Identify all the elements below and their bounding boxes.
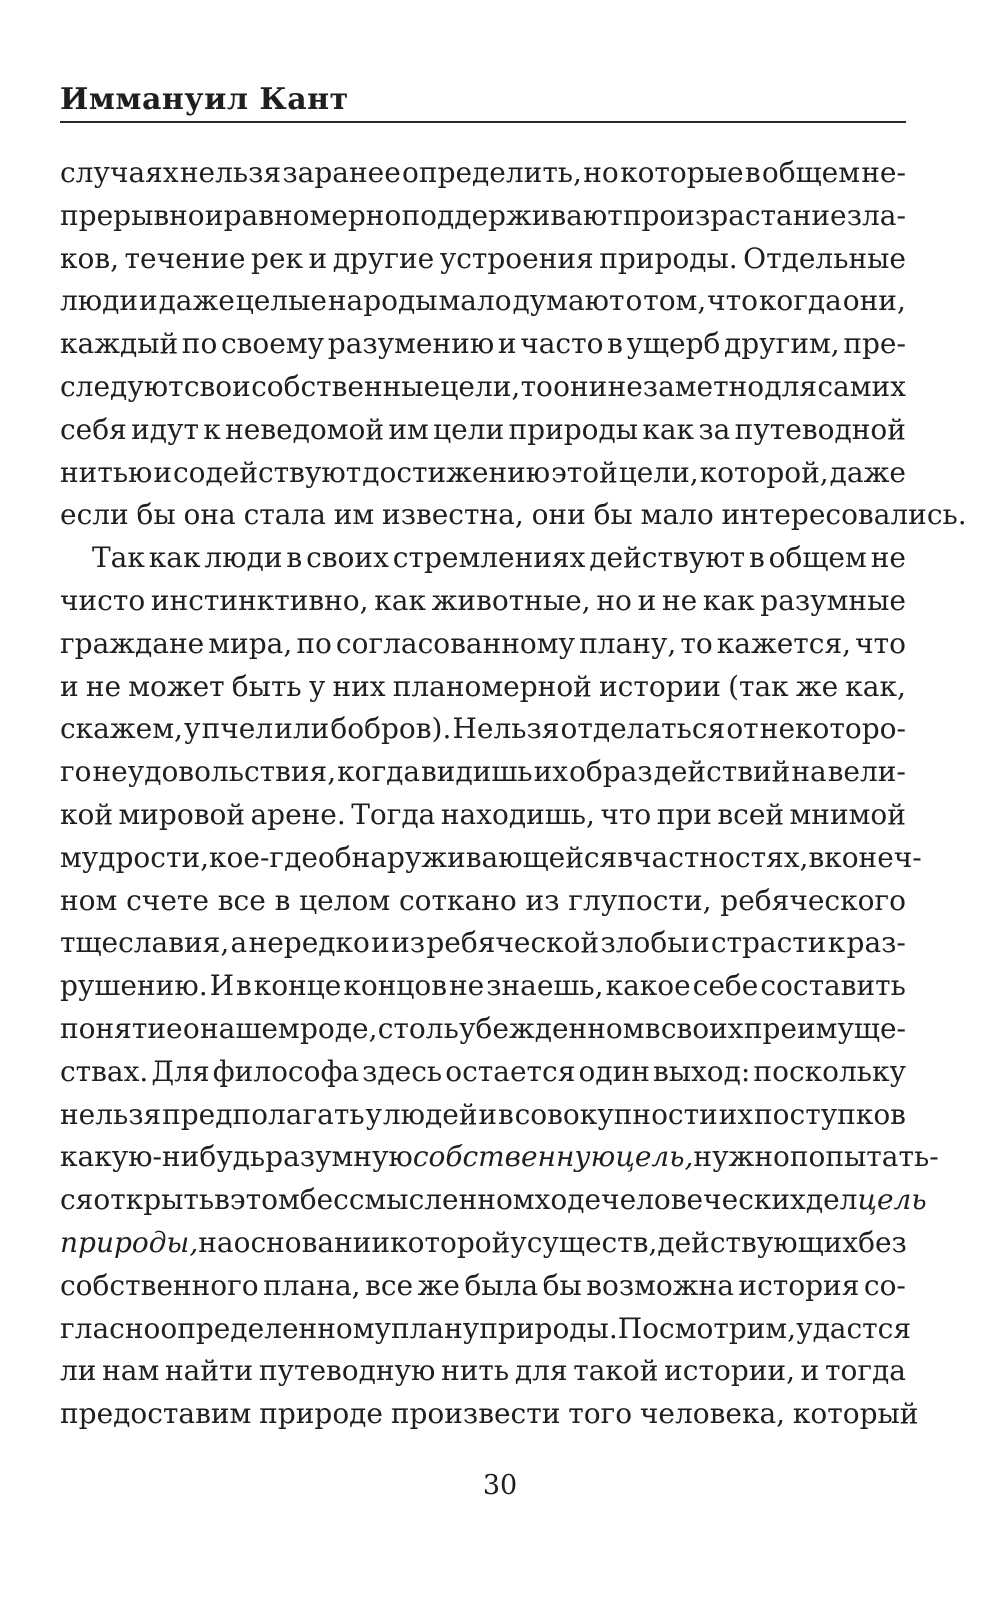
word: здесь	[362, 1054, 443, 1088]
word: человека,	[639, 1397, 786, 1431]
text-line	[60, 1136, 939, 1179]
word: животные,	[431, 583, 591, 617]
word: собственные	[251, 369, 441, 403]
word: и	[497, 327, 517, 361]
text-line	[60, 1051, 906, 1094]
word: себе	[692, 969, 759, 1003]
word: путеводной	[734, 412, 906, 446]
word: том,	[643, 284, 707, 318]
word: на	[198, 1225, 234, 1259]
text-line	[60, 1265, 906, 1308]
word: в	[274, 883, 291, 917]
word: И	[209, 969, 235, 1003]
word: ли	[60, 1354, 97, 1388]
word: поскольку	[753, 1054, 906, 1088]
word: природы.	[479, 1311, 618, 1345]
text-line	[60, 1008, 906, 1051]
word: история	[738, 1268, 860, 1302]
text-line	[60, 922, 906, 965]
text-line	[60, 580, 906, 623]
word: другие	[332, 241, 435, 275]
word: мудрости,	[60, 840, 210, 874]
word: бессмысленном	[299, 1183, 535, 1217]
word: граждане	[60, 626, 205, 660]
text-line	[60, 837, 922, 880]
word: какую-нибудь	[60, 1140, 266, 1174]
word: прерывно	[60, 198, 205, 232]
word: общем	[768, 541, 867, 575]
page-number: 30	[482, 1470, 518, 1501]
word: обнаруживающейся	[317, 840, 618, 874]
word: действуют	[589, 541, 746, 575]
word: не	[85, 669, 122, 703]
word: ущерб	[626, 327, 721, 361]
word: самих	[817, 369, 906, 403]
body-text	[60, 152, 967, 1436]
text-line	[60, 1350, 906, 1393]
word: и	[204, 198, 224, 232]
word: а	[230, 926, 248, 960]
word: образ	[569, 755, 653, 789]
word: один	[578, 1054, 650, 1088]
word: в	[214, 1183, 230, 1217]
text-line	[60, 880, 906, 923]
text-line	[60, 366, 906, 409]
word: целые	[235, 284, 327, 318]
word: рушению.	[60, 969, 208, 1003]
word: не	[448, 969, 485, 1003]
word: как	[702, 583, 755, 617]
word: со-	[863, 1268, 906, 1302]
word: этой	[551, 455, 618, 489]
word: который	[792, 1397, 919, 1431]
word: поддерживают	[401, 198, 623, 232]
word: Для	[151, 1054, 210, 1088]
word: что	[855, 626, 906, 660]
word: может	[128, 669, 225, 703]
word: такой	[573, 1354, 659, 1388]
text-line	[60, 195, 906, 238]
text-line	[60, 1179, 927, 1222]
word: целом	[299, 883, 391, 917]
word: и	[637, 583, 657, 617]
word: раз-	[846, 926, 906, 960]
word: ребяческого	[720, 883, 906, 917]
word: ствах.	[60, 1054, 149, 1088]
word: пре-	[843, 327, 906, 361]
word: произрастание	[622, 198, 847, 232]
word: за	[698, 412, 731, 446]
word: себя	[60, 412, 127, 446]
word: знаешь,	[486, 969, 604, 1003]
word: убежденном	[459, 1011, 645, 1045]
word: нередко	[248, 926, 370, 960]
word: собственного	[60, 1268, 259, 1302]
word: или	[274, 712, 330, 746]
word: которой,	[699, 455, 829, 489]
word: открыть	[93, 1183, 215, 1217]
word: дел	[805, 1183, 858, 1217]
word: нашем	[199, 1011, 300, 1045]
word: путеводную	[258, 1354, 436, 1388]
text-line	[60, 1094, 906, 1137]
word: все	[217, 883, 266, 917]
word: по	[181, 327, 218, 361]
word: возможна	[586, 1268, 734, 1302]
word: в	[286, 541, 303, 575]
word: неудовольствия,	[92, 755, 337, 789]
text-line	[60, 537, 906, 580]
word: остается	[445, 1054, 576, 1088]
word: на	[791, 755, 827, 789]
word: ребяческой	[426, 926, 600, 960]
word: часто	[520, 327, 604, 361]
word: ся	[60, 1183, 94, 1217]
word: у	[183, 712, 201, 746]
header-rule	[60, 121, 906, 123]
word: определить,	[402, 156, 582, 189]
word: нельзя	[179, 156, 282, 189]
word: устроения	[439, 241, 594, 275]
text-line	[60, 409, 906, 452]
word: неведомой	[225, 412, 385, 446]
word: попытать-	[789, 1140, 939, 1174]
word: природы,	[60, 1225, 199, 1259]
word: истории,	[664, 1354, 795, 1388]
text-line	[60, 1393, 919, 1436]
word: (так	[728, 669, 789, 703]
word: когда	[758, 284, 842, 318]
word: нитью	[60, 455, 153, 489]
word: нам	[102, 1354, 160, 1388]
word: удастся	[796, 1311, 912, 1345]
word: разумную	[265, 1140, 413, 1174]
word: у	[365, 1097, 382, 1131]
word: им	[388, 412, 429, 446]
word: видишь	[421, 755, 533, 789]
word: не	[661, 583, 698, 617]
word: своему	[220, 327, 325, 361]
word: интересовались.	[721, 498, 967, 532]
word: когда	[337, 755, 421, 789]
word: бы	[136, 498, 176, 532]
word: нужно	[693, 1140, 790, 1174]
word: тогда	[825, 1354, 906, 1388]
word: мнимой	[789, 797, 906, 831]
word: собственную	[412, 1140, 616, 1174]
word: для	[514, 1354, 568, 1388]
word: они	[553, 369, 608, 403]
word: гласно	[60, 1311, 161, 1345]
word: и	[690, 926, 710, 960]
word: даже	[829, 455, 906, 489]
word: действующих	[657, 1225, 859, 1259]
word: найти	[164, 1354, 254, 1388]
word: выход:	[652, 1054, 751, 1088]
word: бы	[542, 1268, 582, 1302]
text-line	[60, 323, 906, 366]
word: злобы	[600, 926, 690, 960]
word: счете	[126, 883, 209, 917]
word: и	[138, 284, 158, 318]
word: какое	[605, 969, 691, 1003]
text-line	[60, 708, 906, 751]
word: разумные	[760, 583, 906, 617]
word: природы.	[599, 241, 738, 275]
text-line	[60, 152, 906, 195]
word: в	[236, 969, 252, 1003]
word: к	[827, 926, 846, 960]
word: если	[60, 498, 129, 532]
word: находишь,	[440, 797, 595, 831]
word: природе	[259, 1397, 383, 1431]
word: планомерной	[392, 669, 592, 703]
text-line	[60, 666, 906, 709]
word: роде,	[299, 1011, 378, 1045]
word: у	[510, 1225, 527, 1259]
word: плану,	[579, 626, 677, 660]
word: люди	[204, 541, 283, 575]
word: кой	[60, 797, 114, 831]
word: народы	[327, 284, 438, 318]
word: от	[726, 712, 759, 746]
word: и	[308, 241, 328, 275]
word: основании	[233, 1225, 391, 1259]
word: все	[365, 1268, 414, 1302]
word: ном	[60, 883, 118, 917]
word: действий	[653, 755, 791, 789]
word: предоставим	[60, 1397, 252, 1431]
word: мировой	[118, 797, 245, 831]
word: некоторо-	[759, 712, 906, 746]
word: думают	[512, 284, 625, 318]
word: нить	[441, 1354, 510, 1388]
word: в	[617, 840, 633, 874]
word: их	[533, 755, 569, 789]
word: же	[795, 669, 839, 703]
word: вели-	[827, 755, 906, 789]
word: своих	[660, 1011, 744, 1045]
word: в	[644, 1011, 661, 1045]
word: в	[607, 327, 623, 361]
word: конеч-	[824, 840, 922, 874]
word: о	[625, 284, 643, 318]
running-head-author: Иммануил Кант	[60, 82, 349, 117]
word: известна,	[382, 498, 524, 532]
word: их	[718, 1097, 754, 1131]
word: быть	[231, 669, 302, 703]
word: в	[808, 840, 825, 874]
word: то	[520, 369, 553, 403]
word: мира,	[208, 626, 293, 660]
word: и	[800, 1354, 820, 1388]
word: другим,	[724, 327, 840, 361]
word: пчел	[201, 712, 274, 746]
word: каждый	[60, 327, 179, 361]
text-line	[60, 965, 906, 1008]
word: согласованному	[335, 626, 576, 660]
word: конце	[253, 969, 342, 1003]
text-line	[60, 280, 906, 323]
word: разумению	[327, 327, 495, 361]
word: следуют	[60, 369, 184, 403]
word: нельзя	[60, 1097, 162, 1131]
word: страсти	[710, 926, 827, 960]
text-line	[60, 794, 906, 837]
text-line	[60, 238, 906, 281]
word: ков,	[60, 241, 120, 275]
word: заранее	[282, 156, 401, 189]
word: была	[464, 1268, 539, 1302]
word: плану	[390, 1311, 480, 1345]
text-line	[60, 623, 906, 666]
text-line	[60, 452, 906, 495]
word: они	[531, 498, 586, 532]
word: частностях,	[633, 840, 809, 874]
word: стремлениях	[392, 541, 586, 575]
word: достижению	[362, 455, 551, 489]
word: из	[391, 926, 426, 960]
word: но	[596, 583, 632, 617]
word: бобров).	[330, 712, 452, 746]
word: без	[858, 1225, 907, 1259]
word: как	[374, 583, 426, 617]
word: рек	[251, 241, 304, 275]
word: в	[748, 541, 765, 575]
word: плана,	[263, 1268, 361, 1302]
word: по	[296, 626, 332, 660]
word: скажем,	[60, 712, 183, 746]
word: преимуще-	[743, 1011, 906, 1045]
word: Посмотрим,	[617, 1311, 797, 1345]
word: инстинктивно,	[150, 583, 369, 617]
word: течение	[124, 241, 246, 275]
word: при	[656, 797, 712, 831]
word: как	[642, 412, 695, 446]
word: цель,	[615, 1140, 694, 1174]
word: предполагать	[162, 1097, 365, 1131]
text-line	[60, 1308, 912, 1351]
word: у	[308, 669, 326, 703]
word: существ,	[526, 1225, 658, 1259]
word: для	[764, 369, 818, 403]
word: к	[203, 412, 221, 446]
word: истории	[598, 669, 721, 703]
word: то	[680, 626, 713, 660]
word: даже	[158, 284, 235, 318]
word: природы	[508, 412, 639, 446]
word: она	[183, 498, 236, 532]
word: тщеславия,	[60, 926, 230, 960]
word: что	[707, 284, 758, 318]
word: Отдельные	[743, 241, 906, 275]
word: как,	[845, 669, 906, 703]
text-line	[60, 1222, 906, 1265]
word: цели,	[618, 455, 699, 489]
word: и	[60, 669, 79, 703]
word: того	[568, 1397, 633, 1431]
word: чисто	[60, 583, 146, 617]
word: стала	[243, 498, 326, 532]
word: поступков	[754, 1097, 906, 1131]
word: но	[583, 156, 619, 189]
word: цели,	[440, 369, 521, 403]
text-line	[60, 751, 906, 794]
word: и	[478, 1097, 498, 1131]
word: глупости,	[568, 883, 712, 917]
word: как	[148, 541, 201, 575]
word: им	[333, 498, 375, 532]
word: не	[870, 541, 906, 575]
word: понятие	[60, 1011, 183, 1045]
word: равномерно	[223, 198, 402, 232]
word: цели	[433, 412, 505, 446]
word: кажется,	[716, 626, 852, 660]
word: и	[153, 455, 173, 489]
text-line	[60, 494, 967, 537]
word: люди	[60, 284, 139, 318]
word: людей	[382, 1097, 478, 1131]
word: свои	[183, 369, 251, 403]
word: бы	[593, 498, 633, 532]
word: мало	[438, 284, 512, 318]
word: что	[600, 797, 652, 831]
word: цель	[857, 1183, 927, 1217]
word: человеческих	[601, 1183, 806, 1217]
word: отделаться	[560, 712, 726, 746]
word: которой	[390, 1225, 511, 1259]
word: философа	[212, 1054, 360, 1088]
word: идут	[131, 412, 199, 446]
word: составить	[760, 969, 906, 1003]
word: них	[332, 669, 386, 703]
word: в	[744, 156, 761, 189]
word: столь	[377, 1011, 459, 1045]
word: го	[60, 755, 92, 789]
word: Нельзя	[452, 712, 560, 746]
word: в	[497, 1097, 514, 1131]
word: случаях	[60, 156, 179, 189]
word: не-	[861, 156, 906, 189]
word: и	[371, 926, 390, 960]
word: Тогда	[351, 797, 436, 831]
word: совокупности	[514, 1097, 718, 1131]
word: всей	[717, 797, 785, 831]
word: незаметно	[607, 369, 765, 403]
word: соткано	[398, 883, 517, 917]
word: определенному	[160, 1311, 391, 1345]
word: мало	[640, 498, 714, 532]
word: ходе	[534, 1183, 602, 1217]
word: они,	[842, 284, 906, 318]
word: из	[525, 883, 560, 917]
word: произвести	[390, 1397, 561, 1431]
word: о	[182, 1011, 200, 1045]
word: общем	[761, 156, 860, 189]
word: своих	[306, 541, 389, 575]
word: этом	[229, 1183, 300, 1217]
word: содействуют	[172, 455, 362, 489]
word: кое-где	[209, 840, 318, 874]
word: концов	[343, 969, 447, 1003]
word: Так	[92, 541, 145, 575]
word: зла-	[846, 198, 906, 232]
word: же	[417, 1268, 460, 1302]
word: которые	[620, 156, 744, 189]
word: арене.	[250, 797, 346, 831]
